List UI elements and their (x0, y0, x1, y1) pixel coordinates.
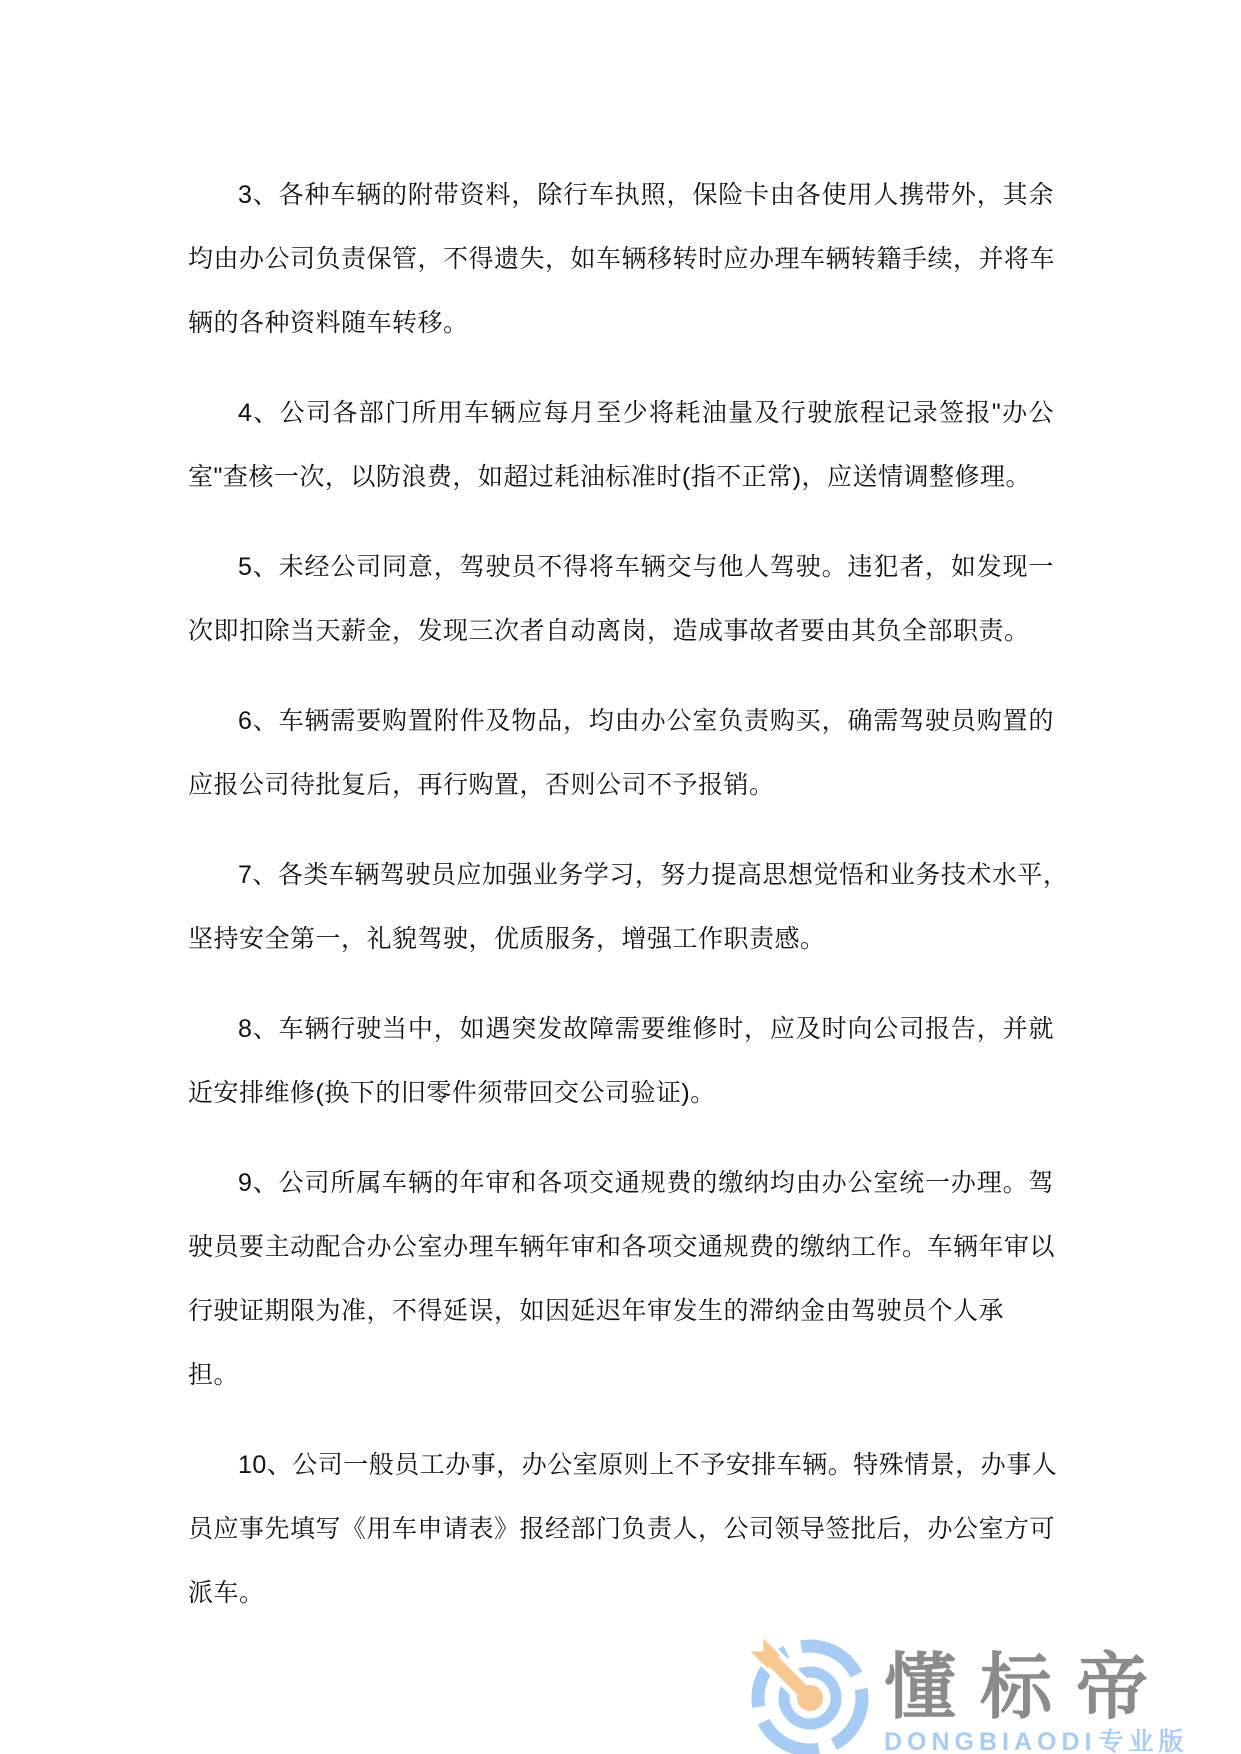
brand-subtitle (884, 1730, 1189, 1754)
text-line: 4、公司各部门所用车辆应每月至少将耗油量及行驶旅程记录签报"办公 (238, 399, 1054, 427)
text-line: 9、公司所属车辆的年审和各项交通规费的缴纳均由办公室统一办理。驾 (238, 1169, 1054, 1197)
text-line: 均由办公司负责保管，不得遗失，如车辆移转时应办理车辆转籍手续，并将车 (188, 245, 1056, 273)
text-line: 坚持安全第一，礼貌驾驶，优质服务，增强工作职责感。 (188, 925, 826, 953)
document-body (188, 163, 1069, 1651)
paragraph (188, 163, 1054, 355)
paragraph (188, 1151, 1054, 1407)
text-line: 10、公司一般员工办事，办公室原则上不予安排车辆。特殊情景，办事人 (238, 1451, 1058, 1479)
text-line: 7、各类车辆驾驶员应加强业务学习，努力提高思想觉悟和业务技术水平， (238, 861, 1069, 889)
paragraph (188, 535, 1054, 663)
brand-text-block (884, 1626, 1189, 1754)
paragraph (188, 689, 1054, 817)
text-line: 5、未经公司同意，驾驶员不得将车辆交与他人驾驶。违犯者，如发现一 (238, 553, 1054, 581)
text-line: 3、各种车辆的附带资料，除行车执照，保险卡由各使用人携带外，其余 (238, 181, 1054, 209)
text-line: 应报公司待批复后，再行购置，否则公司不予报销。 (188, 771, 775, 799)
target-center-dot (797, 1685, 823, 1711)
paragraph (188, 843, 1069, 971)
paragraph (188, 997, 1054, 1125)
text-line: 员应事先填写《用车申请表》报经部门负责人，公司领导签批后，办公室方可 (188, 1515, 1056, 1543)
brand-name-en: DONGBIAODI (884, 1728, 1097, 1754)
text-line: 近安排维修(换下的旧零件须带回交公司验证)。 (188, 1079, 716, 1107)
paragraph (188, 1433, 1058, 1625)
brand-name-cn: 懂标帝 (884, 1648, 1173, 1728)
text-line: 驶员要主动配合办公室办理车辆年审和各项交通规费的缴纳工作。车辆年审以 (188, 1233, 1056, 1261)
text-line: 行驶证期限为准，不得延误，如因延迟年审发生的滞纳金由驾驶员个人承担。 (188, 1297, 1005, 1389)
paragraph (188, 381, 1054, 509)
brand-edition-label: 专业版 (1098, 1728, 1189, 1754)
text-line: 派车。 (188, 1579, 265, 1607)
text-line: 6、车辆需要购置附件及物品，均由办公室负责购买，确需驾驶员购置的 (238, 707, 1054, 735)
brand-watermark (746, 1626, 1189, 1754)
text-line: 室"查核一次，以防浪费，如超过耗油标准时(指不正常)，应送情调整修理。 (188, 463, 1032, 491)
text-line: 8、车辆行驶当中，如遇突发故障需要维修时，应及时向公司报告，并就 (238, 1015, 1054, 1043)
text-line: 次即扣除当天薪金，发现三次者自动离岗，造成事故者要由其负全部职责。 (188, 617, 1030, 645)
text-line: 辆的各种资料随车转移。 (188, 309, 469, 337)
target-arrow-icon (746, 1626, 870, 1754)
